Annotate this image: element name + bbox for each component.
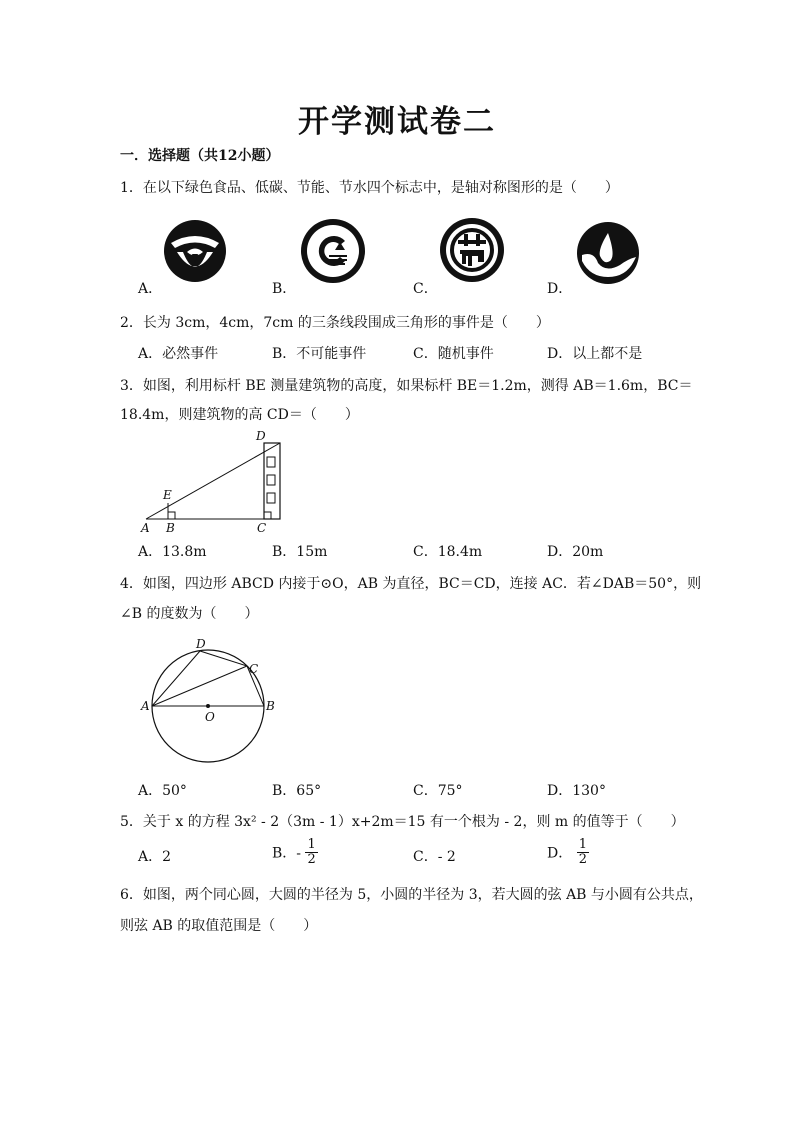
q5-stem: 5．关于 x 的方程 3x² - 2（3m - 1）x+2m＝15 有一个根为 - 2，则 m 的值等于（ ）	[120, 814, 685, 830]
label-o: O	[205, 710, 215, 724]
q1-option-c: C．	[413, 281, 438, 297]
q5-option-c: C．- 2	[413, 849, 456, 865]
energy-saving-logo	[438, 216, 506, 284]
q2-option-d: D．以上都不是	[547, 346, 643, 362]
fraction-numerator: 1	[307, 837, 316, 852]
section-heading: 一．选择题（共12小题）	[120, 148, 280, 164]
q6-stem-line2: 则弦 AB 的取值范围是（ ）	[120, 918, 318, 934]
label-d: D	[196, 637, 206, 651]
q4-option-d: D．130°	[547, 783, 606, 799]
sight-line	[146, 443, 280, 519]
q4-option-b: B．65°	[272, 783, 322, 799]
page-title: 开学测试卷二	[298, 104, 496, 140]
q5-option-d-prefix: D．	[547, 845, 573, 862]
q4-option-a: A．50°	[138, 783, 187, 799]
q1-option-d: D．	[547, 281, 573, 297]
fraction-numerator: 1	[578, 837, 587, 852]
q4-option-c: C．75°	[413, 783, 463, 799]
q2-option-b: B．不可能事件	[272, 346, 367, 362]
water-saving-logo	[576, 221, 640, 285]
building	[264, 443, 280, 519]
q3-stem-line1: 3．如图，利用标杆 BE 测量建筑物的高度，如果标杆 BE＝1.2m，测得 AB＝1.6m，BC＝	[120, 378, 693, 394]
q3-option-b: B．15m	[272, 544, 328, 560]
q6-stem-line1: 6．如图，两个同心圆，大圆的半径为 5，小圆的半径为 3，若大圆的弦 AB 与小圆有公共点，	[120, 887, 703, 903]
q5-option-b-prefix: B．-	[272, 845, 302, 862]
label-c: C	[249, 662, 259, 676]
segment-ac	[152, 666, 247, 706]
q5-option-b	[272, 838, 318, 867]
label-a: A	[141, 521, 150, 535]
q4-figure	[138, 632, 288, 772]
q5-option-d-fraction	[577, 838, 589, 867]
label-c: C	[257, 521, 267, 535]
q1-stem: 1．在以下绿色食品、低碳、节能、节水四个标志中，是轴对称图形的是（ ）	[120, 180, 619, 196]
green-food-logo	[163, 219, 227, 283]
q5-option-a: A．2	[138, 849, 172, 865]
label-d: D	[256, 429, 266, 443]
q5-option-b-fraction	[305, 838, 317, 867]
label-e: E	[163, 488, 172, 502]
quadrilateral-abcd	[152, 651, 264, 706]
q5-option-d	[547, 838, 589, 867]
label-b: B	[166, 521, 175, 535]
low-carbon-logo	[299, 217, 367, 285]
q1-option-b: B．	[272, 281, 297, 297]
fraction-denominator: 2	[578, 852, 587, 867]
q4-stem-line2: ∠B 的度数为（ ）	[120, 606, 259, 622]
q1-option-a: A．	[138, 281, 163, 297]
label-a: A	[141, 699, 150, 713]
q3-option-c: C．18.4m	[413, 544, 483, 560]
fraction-denominator: 2	[307, 852, 316, 867]
q4-stem-line1: 4．如图，四边形 ABCD 内接于⊙O，AB 为直径，BC＝CD，连接 AC．若∠DAB＝50°，则	[120, 576, 702, 592]
q3-option-a: A．13.8m	[138, 544, 207, 560]
label-b: B	[266, 699, 275, 713]
q3-figure	[138, 426, 288, 538]
q3-option-d: D．20m	[547, 544, 604, 560]
q2-option-c: C．随机事件	[413, 346, 494, 362]
q2-stem: 2．长为 3cm，4cm，7cm 的三条线段围成三角形的事件是（ ）	[120, 315, 550, 331]
q2-option-a: A．必然事件	[138, 346, 219, 362]
q3-stem-line2: 18.4m，则建筑物的高 CD＝（ ）	[120, 407, 359, 423]
